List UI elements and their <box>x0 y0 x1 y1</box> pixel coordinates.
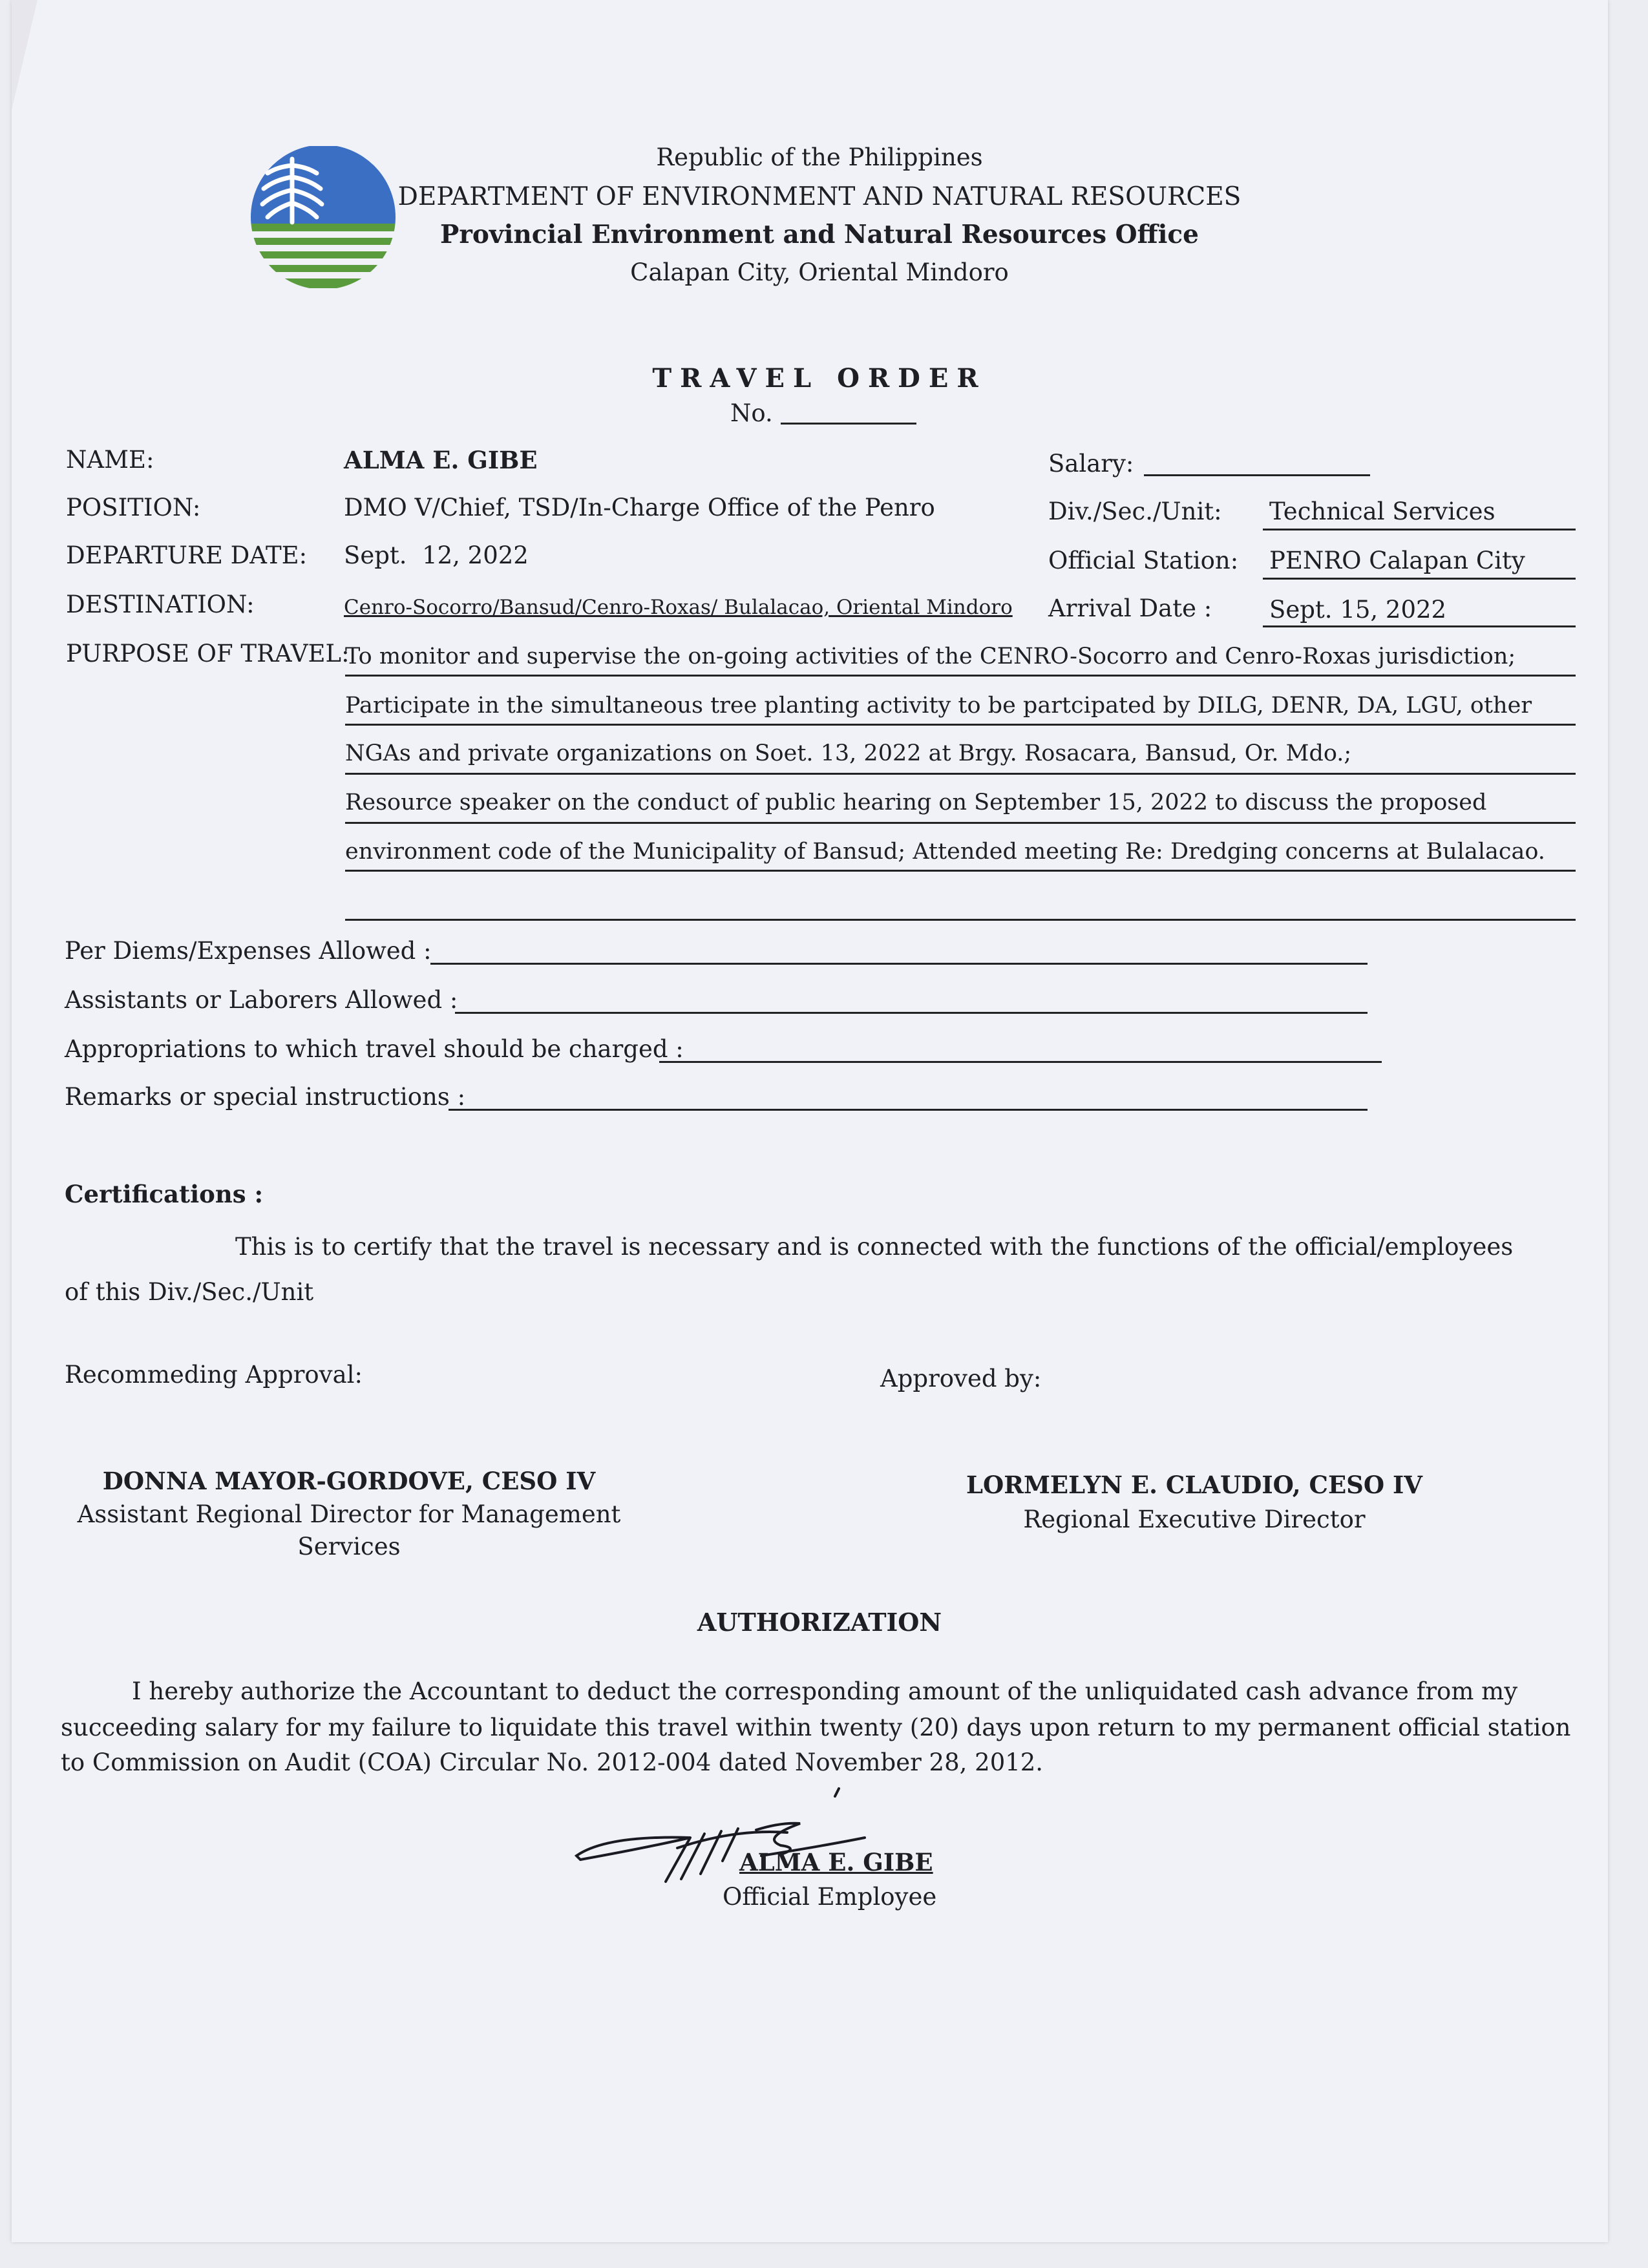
signer-name: ALMA E. GIBE <box>739 1848 933 1876</box>
official-station-underline <box>1263 578 1576 580</box>
purpose-line-4: Resource speaker on the conduct of public hearing on September 15, 2022 to discuss the proposed <box>345 790 1487 815</box>
header-location: Calapan City, Oriental Mindoro <box>630 258 1009 286</box>
signer-title: Official Employee <box>723 1883 937 1911</box>
authorization-heading: AUTHORIZATION <box>697 1608 942 1637</box>
div-sec-unit-label: Div./Sec./Unit: <box>1048 498 1222 525</box>
authorization-text-2: succeeding salary for my failure to liquidate this travel within twenty (20) days upon return to my permanent official station <box>61 1714 1571 1741</box>
purpose-line-3: NGAs and private organizations on Soet. 13, 2022 at Brgy. Rosacara, Bansud, Or. Mdo.; <box>345 740 1352 766</box>
recommender-title-1: Assistant Regional Director for Management <box>77 1500 621 1528</box>
certifications-heading: Certifications : <box>65 1180 264 1208</box>
purpose-line-5: environment code of the Municipality of Bansud; Attended meeting Re: Dredging concerns at Bulalacao. <box>345 839 1545 865</box>
folded-corner <box>12 0 37 110</box>
approver-name: LORMELYN E. CLAUDIO, CESO IV <box>966 1471 1423 1499</box>
remarks-field <box>449 1109 1368 1111</box>
arrival-date-label: Arrival Date : <box>1048 594 1212 622</box>
recommender-title-2: Services <box>297 1533 401 1560</box>
div-sec-unit-underline <box>1263 529 1576 530</box>
div-sec-unit-value: Technical Services <box>1269 498 1495 525</box>
salary-field <box>1144 474 1370 476</box>
destination-label: DESTINATION: <box>66 591 255 618</box>
position-label: POSITION: <box>66 494 201 521</box>
certification-text-1: This is to certify that the travel is necessary and is connected with the functions of the official/employees <box>235 1233 1514 1261</box>
name-label: NAME: <box>66 446 154 474</box>
departure-date-label: DEPARTURE DATE: <box>66 541 308 569</box>
purpose-label: PURPOSE OF TRAVEL: <box>66 640 350 667</box>
assistants-field <box>455 1012 1368 1014</box>
arrival-date-underline <box>1263 625 1576 627</box>
certification-text-2: of this Div./Sec./Unit <box>65 1278 314 1306</box>
purpose-underline-3 <box>345 773 1576 775</box>
arrival-date-value: Sept. 15, 2022 <box>1269 596 1447 624</box>
purpose-underline-5 <box>345 870 1576 872</box>
appropriations-label: Appropriations to which travel should be charged : <box>65 1035 684 1063</box>
salary-label: Salary: <box>1048 450 1134 478</box>
recommender-name: DONNA MAYOR-GORDOVE, CESO IV <box>102 1467 596 1495</box>
appropriations-field <box>659 1061 1382 1063</box>
remarks-label: Remarks or special instructions : <box>65 1083 466 1111</box>
purpose-underline-6 <box>345 919 1576 921</box>
document-title: TRAVEL ORDER <box>652 363 987 394</box>
departure-date-value: Sept. 12, 2022 <box>344 541 529 569</box>
order-number-label: No. <box>730 399 773 427</box>
purpose-underline-4 <box>345 822 1576 824</box>
approved-by-label: Approved by: <box>880 1365 1042 1392</box>
position-value: DMO V/Chief, TSD/In-Charge Office of the Penro <box>344 494 935 521</box>
order-number-field <box>781 423 916 425</box>
header-republic: Republic of the Philippines <box>656 143 983 171</box>
destination-value: Cenro-Socorro/Bansud/Cenro-Roxas/ Bulalacao, Oriental Mindoro <box>344 596 1013 619</box>
official-station-label: Official Station: <box>1048 547 1239 574</box>
authorization-text-1: I hereby authorize the Accountant to deduct the corresponding amount of the unliquidated cash advance from my <box>132 1677 1518 1705</box>
per-diems-field <box>430 963 1368 965</box>
approver-title: Regional Executive Director <box>1023 1506 1366 1533</box>
header-office: Provincial Environment and Natural Resources Office <box>440 220 1199 249</box>
purpose-underline-1 <box>345 675 1576 677</box>
purpose-line-2: Participate in the simultaneous tree planting activity to be partcipated by DILG, DENR, DA, LGU, other <box>345 693 1532 719</box>
purpose-underline-2 <box>345 724 1576 726</box>
header-department: DEPARTMENT OF ENVIRONMENT AND NATURAL RESOURCES <box>397 182 1241 211</box>
recommending-approval-label: Recommeding Approval: <box>65 1361 363 1389</box>
assistants-label: Assistants or Laborers Allowed : <box>65 986 458 1014</box>
official-station-value: PENRO Calapan City <box>1269 547 1525 574</box>
document-page <box>12 0 1608 2242</box>
purpose-line-1: To monitor and supervise the on-going activities of the CENRO-Socorro and Cenro-Roxas jurisdiction; <box>345 644 1516 669</box>
authorization-text-3: to Commission on Audit (COA) Circular No. 2012-004 dated November 28, 2012. <box>61 1748 1044 1776</box>
per-diems-label: Per Diems/Expenses Allowed : <box>65 937 432 965</box>
name-value: ALMA E. GIBE <box>344 446 538 474</box>
